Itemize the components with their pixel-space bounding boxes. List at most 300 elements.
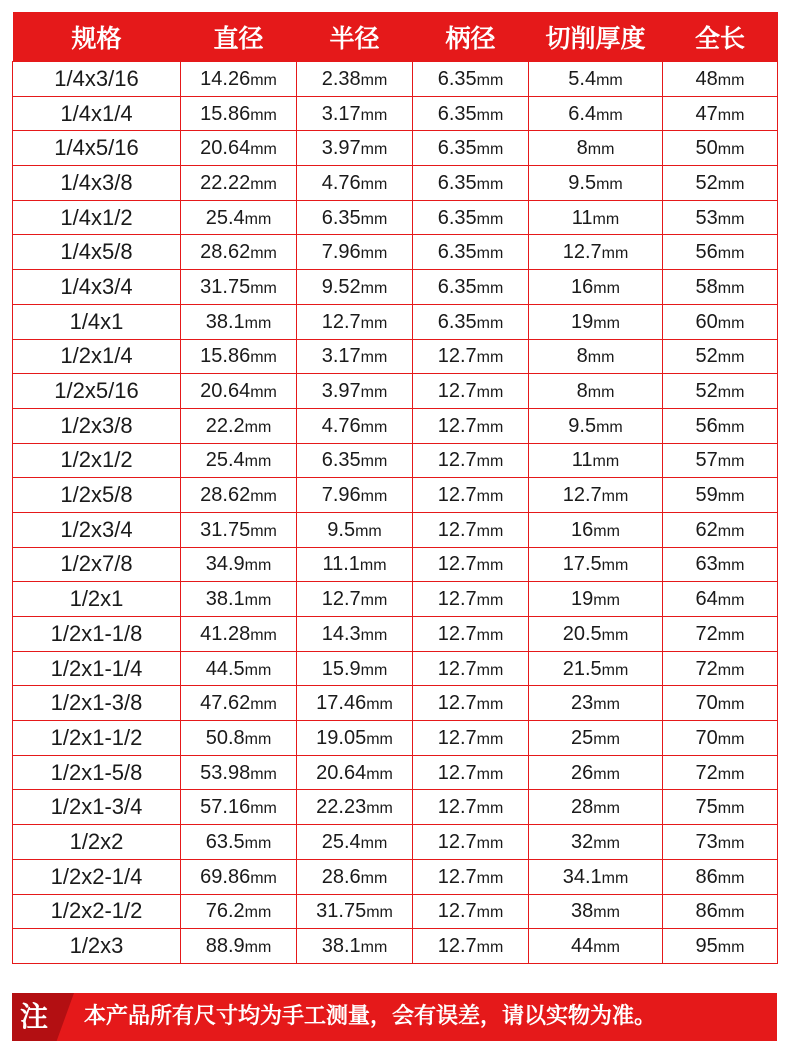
table-row	[13, 339, 778, 374]
cell-value: 3.17	[321, 345, 361, 368]
cell-unit: mm	[717, 869, 745, 887]
cell-spec: 1/2x1	[13, 582, 181, 617]
cell-value: 88.9	[205, 935, 245, 958]
cell-unit: mm	[476, 349, 504, 367]
cell-value: 12.7	[437, 622, 477, 645]
cell-radius	[297, 512, 413, 547]
cell-value: 12.7	[437, 726, 477, 749]
cell-value: 19	[571, 310, 594, 333]
cell-shank	[413, 235, 529, 270]
cell-spec: 1/2x5/16	[13, 374, 181, 409]
cell-value: 95	[695, 935, 718, 958]
cell-shank	[413, 304, 529, 339]
table-row	[13, 166, 778, 201]
header-diameter: 直径	[181, 12, 297, 62]
cell-value: 53.98	[200, 761, 251, 784]
cell-cutting-thickness	[529, 617, 663, 652]
cell-unit: mm	[717, 765, 745, 783]
cell-unit: mm	[476, 696, 504, 714]
cell-diameter	[181, 929, 297, 964]
cell-radius	[297, 96, 413, 131]
cell-value: 17.46	[316, 692, 367, 715]
cell-total-length	[663, 408, 778, 443]
cell-shank	[413, 686, 529, 721]
cell-diameter	[181, 894, 297, 929]
cell-value: 64	[695, 588, 718, 611]
cell-unit: mm	[717, 696, 745, 714]
table-row	[13, 408, 778, 443]
cell-value: 22.22	[200, 171, 251, 194]
cell-unit: mm	[587, 349, 615, 367]
cell-value: 44	[571, 935, 594, 958]
cell-cutting-thickness	[529, 200, 663, 235]
cell-unit: mm	[244, 557, 272, 575]
cell-value: 52	[695, 171, 718, 194]
cell-total-length	[663, 478, 778, 513]
cell-value: 19	[571, 588, 594, 611]
cell-unit: mm	[476, 453, 504, 471]
cell-spec: 1/4x3/8	[13, 166, 181, 201]
cell-unit: mm	[355, 522, 382, 540]
cell-cutting-thickness	[529, 859, 663, 894]
cell-unit: mm	[244, 661, 272, 679]
cell-value: 4.76	[321, 414, 361, 437]
cell-value: 31.75	[316, 900, 367, 923]
table-row	[13, 304, 778, 339]
cell-shank	[413, 859, 529, 894]
cell-shank	[413, 96, 529, 131]
cell-unit: mm	[366, 765, 393, 783]
cell-value: 72	[695, 657, 718, 680]
cell-total-length	[663, 96, 778, 131]
cell-diameter	[181, 755, 297, 790]
cell-shank	[413, 62, 529, 97]
cell-value: 69.86	[200, 865, 251, 888]
cell-value: 38.1	[321, 935, 361, 958]
cell-diameter	[181, 721, 297, 756]
table-row	[13, 443, 778, 478]
cell-total-length	[663, 443, 778, 478]
cell-diameter	[181, 408, 297, 443]
table-row	[13, 582, 778, 617]
cell-total-length	[663, 894, 778, 929]
cell-spec: 1/2x2-1/4	[13, 859, 181, 894]
cell-unit: mm	[717, 245, 745, 263]
cell-total-length	[663, 270, 778, 305]
spec-table-body	[13, 62, 778, 964]
cell-unit: mm	[717, 661, 745, 679]
table-row	[13, 894, 778, 929]
cell-value: 12.7	[437, 345, 477, 368]
cell-cutting-thickness	[529, 166, 663, 201]
cell-spec: 1/4x1/4	[13, 96, 181, 131]
cell-total-length	[663, 547, 778, 582]
cell-shank	[413, 339, 529, 374]
cell-unit: mm	[360, 592, 388, 610]
cell-value: 11	[571, 206, 593, 229]
cell-value: 6.35	[437, 67, 477, 90]
table-row	[13, 374, 778, 409]
cell-radius	[297, 62, 413, 97]
cell-unit: mm	[244, 210, 272, 228]
cell-spec: 1/2x1/4	[13, 339, 181, 374]
cell-value: 12.7	[437, 830, 477, 853]
cell-value: 12.7	[437, 588, 477, 611]
cell-diameter	[181, 547, 297, 582]
cell-spec: 1/2x3/4	[13, 512, 181, 547]
cell-shank	[413, 374, 529, 409]
cell-shank	[413, 721, 529, 756]
cell-value: 12.7	[321, 588, 361, 611]
cell-radius	[297, 304, 413, 339]
cell-unit: mm	[360, 488, 388, 506]
cell-value: 32	[571, 830, 594, 853]
cell-unit: mm	[476, 71, 504, 89]
cell-value: 28.6	[321, 865, 361, 888]
table-row	[13, 755, 778, 790]
cell-value: 38	[571, 900, 594, 923]
cell-value: 70	[695, 726, 718, 749]
cell-cutting-thickness	[529, 443, 663, 478]
cell-diameter	[181, 304, 297, 339]
cell-spec: 1/2x5/8	[13, 478, 181, 513]
cell-spec: 1/2x1-1/2	[13, 721, 181, 756]
cell-diameter	[181, 825, 297, 860]
cell-value: 12.7	[562, 484, 602, 507]
cell-unit: mm	[244, 592, 272, 610]
cell-total-length	[663, 790, 778, 825]
cell-unit: mm	[250, 349, 277, 367]
cell-value: 22.23	[316, 796, 367, 819]
cell-unit: mm	[360, 175, 388, 193]
cell-cutting-thickness	[529, 408, 663, 443]
cell-unit: mm	[360, 349, 388, 367]
cell-unit: mm	[476, 106, 504, 124]
cell-radius	[297, 825, 413, 860]
table-row	[13, 859, 778, 894]
cell-unit: mm	[593, 904, 620, 922]
cell-value: 11	[571, 449, 593, 472]
cell-unit: mm	[476, 661, 504, 679]
cell-unit: mm	[476, 800, 504, 818]
cell-value: 28.62	[200, 241, 251, 264]
cell-unit: mm	[250, 522, 277, 540]
cell-unit: mm	[476, 765, 504, 783]
cell-shank	[413, 582, 529, 617]
cell-unit: mm	[360, 418, 388, 436]
cell-unit: mm	[717, 71, 745, 89]
cell-cutting-thickness	[529, 512, 663, 547]
cell-total-length	[663, 755, 778, 790]
cell-unit: mm	[360, 314, 388, 332]
cell-total-length	[663, 617, 778, 652]
cell-spec: 1/2x3	[13, 929, 181, 964]
cell-unit: mm	[717, 488, 745, 506]
cell-value: 14.3	[321, 622, 361, 645]
cell-unit: mm	[250, 626, 277, 644]
cell-value: 28	[571, 796, 594, 819]
cell-unit: mm	[244, 453, 272, 471]
cell-unit: mm	[250, 696, 277, 714]
cell-shank	[413, 512, 529, 547]
cell-value: 63	[695, 553, 718, 576]
cell-unit: mm	[717, 314, 745, 332]
cell-diameter	[181, 131, 297, 166]
cell-spec: 1/2x1-1/4	[13, 651, 181, 686]
cell-value: 8	[576, 380, 588, 403]
cell-unit: mm	[717, 384, 745, 402]
cell-cutting-thickness	[529, 374, 663, 409]
cell-value: 20.5	[562, 622, 602, 645]
cell-cutting-thickness	[529, 651, 663, 686]
table-row	[13, 96, 778, 131]
cell-diameter	[181, 339, 297, 374]
cell-unit: mm	[476, 626, 504, 644]
cell-unit: mm	[717, 210, 745, 228]
cell-cutting-thickness	[529, 62, 663, 97]
cell-value: 17.5	[562, 553, 602, 576]
cell-diameter	[181, 686, 297, 721]
cell-unit: mm	[366, 904, 393, 922]
cell-value: 57.16	[200, 796, 251, 819]
cell-total-length	[663, 62, 778, 97]
cell-value: 52	[695, 380, 718, 403]
cell-unit: mm	[717, 418, 745, 436]
cell-value: 12.7	[437, 518, 477, 541]
cell-unit: mm	[250, 800, 277, 818]
cell-unit: mm	[360, 279, 388, 297]
cell-value: 59	[695, 484, 718, 507]
cell-unit: mm	[593, 592, 620, 610]
table-row	[13, 131, 778, 166]
cell-unit: mm	[360, 384, 388, 402]
cell-unit: mm	[601, 661, 629, 679]
cell-spec: 1/2x1-5/8	[13, 755, 181, 790]
cell-value: 7.96	[321, 484, 361, 507]
cell-shank	[413, 617, 529, 652]
header-radius: 半径	[297, 12, 413, 62]
cell-value: 12.7	[437, 414, 477, 437]
cell-unit: mm	[360, 834, 388, 852]
cell-total-length	[663, 721, 778, 756]
cell-unit: mm	[717, 834, 745, 852]
cell-value: 34.1	[562, 865, 602, 888]
cell-value: 12.7	[437, 865, 477, 888]
cell-unit: mm	[592, 453, 620, 471]
header-cutting-thickness: 切削厚度	[529, 12, 663, 62]
cell-value: 47	[695, 102, 718, 125]
cell-unit: mm	[476, 557, 504, 575]
cell-unit: mm	[360, 71, 388, 89]
cell-cutting-thickness	[529, 478, 663, 513]
cell-unit: mm	[476, 834, 504, 852]
cell-unit: mm	[717, 730, 745, 748]
cell-unit: mm	[360, 626, 388, 644]
cell-value: 7.96	[321, 241, 361, 264]
cell-unit: mm	[250, 141, 277, 159]
cell-value: 31.75	[200, 275, 251, 298]
spec-table	[12, 12, 778, 964]
cell-radius	[297, 131, 413, 166]
cell-radius	[297, 166, 413, 201]
cell-value: 11.1	[322, 553, 360, 576]
cell-spec: 1/4x5/8	[13, 235, 181, 270]
cell-total-length	[663, 166, 778, 201]
cell-unit: mm	[360, 661, 388, 679]
cell-value: 15.86	[200, 102, 251, 125]
cell-spec: 1/2x3/8	[13, 408, 181, 443]
header-shank: 柄径	[413, 12, 529, 62]
cell-unit: mm	[360, 245, 388, 263]
cell-value: 56	[695, 241, 718, 264]
table-row	[13, 617, 778, 652]
cell-shank	[413, 270, 529, 305]
cell-value: 6.35	[437, 102, 477, 125]
cell-unit: mm	[476, 488, 504, 506]
cell-value: 12.7	[321, 310, 361, 333]
cell-value: 20.64	[200, 380, 251, 403]
cell-value: 8	[576, 345, 588, 368]
cell-unit: mm	[476, 314, 504, 332]
cell-unit: mm	[593, 730, 620, 748]
table-row	[13, 270, 778, 305]
cell-unit: mm	[360, 106, 388, 124]
cell-value: 6.35	[321, 206, 361, 229]
cell-value: 12.7	[437, 484, 477, 507]
cell-value: 62	[695, 518, 718, 541]
table-row	[13, 200, 778, 235]
cell-diameter	[181, 200, 297, 235]
cell-value: 70	[695, 692, 718, 715]
cell-value: 20.64	[200, 137, 251, 160]
cell-value: 12.7	[437, 900, 477, 923]
cell-value: 16	[571, 275, 594, 298]
cell-unit: mm	[250, 384, 277, 402]
cell-value: 53	[695, 206, 718, 229]
cell-diameter	[181, 617, 297, 652]
cell-shank	[413, 755, 529, 790]
cell-unit: mm	[717, 557, 745, 575]
cell-shank	[413, 547, 529, 582]
cell-value: 21.5	[562, 657, 602, 680]
cell-diameter	[181, 859, 297, 894]
cell-unit: mm	[717, 626, 745, 644]
cell-cutting-thickness	[529, 825, 663, 860]
cell-diameter	[181, 790, 297, 825]
cell-value: 6.35	[321, 449, 361, 472]
cell-spec: 1/2x1-3/8	[13, 686, 181, 721]
cell-diameter	[181, 478, 297, 513]
cell-unit: mm	[593, 522, 620, 540]
cell-value: 12.7	[437, 657, 477, 680]
cell-value: 26	[571, 761, 594, 784]
cell-total-length	[663, 929, 778, 964]
cell-shank	[413, 200, 529, 235]
cell-unit: mm	[250, 245, 277, 263]
cell-spec: 1/4x5/16	[13, 131, 181, 166]
cell-shank	[413, 408, 529, 443]
cell-value: 15.9	[321, 657, 361, 680]
cell-cutting-thickness	[529, 721, 663, 756]
cell-cutting-thickness	[529, 755, 663, 790]
cell-spec: 1/2x1/2	[13, 443, 181, 478]
cell-radius	[297, 859, 413, 894]
cell-unit: mm	[476, 141, 504, 159]
cell-unit: mm	[587, 384, 615, 402]
cell-total-length	[663, 131, 778, 166]
note-badge-label: 注	[20, 1000, 49, 1033]
cell-value: 25	[571, 726, 594, 749]
cell-diameter	[181, 62, 297, 97]
cell-radius	[297, 270, 413, 305]
cell-total-length	[663, 374, 778, 409]
cell-spec: 1/2x2	[13, 825, 181, 860]
cell-unit: mm	[250, 279, 277, 297]
cell-total-length	[663, 582, 778, 617]
cell-spec: 1/2x1-3/4	[13, 790, 181, 825]
cell-unit: mm	[250, 71, 277, 89]
cell-value: 75	[695, 796, 718, 819]
cell-value: 12.7	[437, 796, 477, 819]
cell-value: 15.86	[200, 345, 251, 368]
note-bar	[12, 993, 777, 1041]
cell-diameter	[181, 270, 297, 305]
cell-value: 44.5	[205, 657, 245, 680]
cell-unit: mm	[360, 210, 388, 228]
cell-unit: mm	[596, 418, 623, 436]
cell-value: 12.7	[437, 692, 477, 715]
cell-radius	[297, 686, 413, 721]
cell-unit: mm	[360, 141, 388, 159]
cell-total-length	[663, 651, 778, 686]
cell-unit: mm	[717, 453, 745, 471]
cell-spec: 1/2x7/8	[13, 547, 181, 582]
cell-shank	[413, 478, 529, 513]
cell-shank	[413, 929, 529, 964]
cell-unit: mm	[717, 106, 745, 124]
cell-value: 47.62	[200, 692, 251, 715]
header-spec: 规格	[13, 12, 181, 62]
cell-value: 2.38	[321, 67, 361, 90]
cell-unit: mm	[250, 106, 277, 124]
cell-value: 6.35	[437, 206, 477, 229]
cell-value: 25.4	[205, 449, 245, 472]
table-row	[13, 721, 778, 756]
cell-cutting-thickness	[529, 131, 663, 166]
cell-unit: mm	[601, 557, 629, 575]
cell-diameter	[181, 512, 297, 547]
cell-unit: mm	[244, 834, 272, 852]
cell-value: 9.5	[568, 171, 597, 194]
cell-unit: mm	[593, 939, 620, 957]
cell-radius	[297, 235, 413, 270]
cell-total-length	[663, 200, 778, 235]
cell-value: 48	[695, 67, 718, 90]
cell-total-length	[663, 686, 778, 721]
cell-value: 9.52	[321, 275, 361, 298]
cell-value: 3.97	[321, 380, 361, 403]
cell-unit: mm	[593, 834, 620, 852]
cell-value: 72	[695, 622, 718, 645]
cell-cutting-thickness	[529, 547, 663, 582]
cell-value: 50.8	[205, 726, 245, 749]
cell-shank	[413, 894, 529, 929]
cell-value: 3.17	[321, 102, 361, 125]
cell-radius	[297, 547, 413, 582]
cell-unit: mm	[360, 453, 388, 471]
cell-unit: mm	[717, 141, 745, 159]
cell-value: 76.2	[205, 900, 245, 923]
